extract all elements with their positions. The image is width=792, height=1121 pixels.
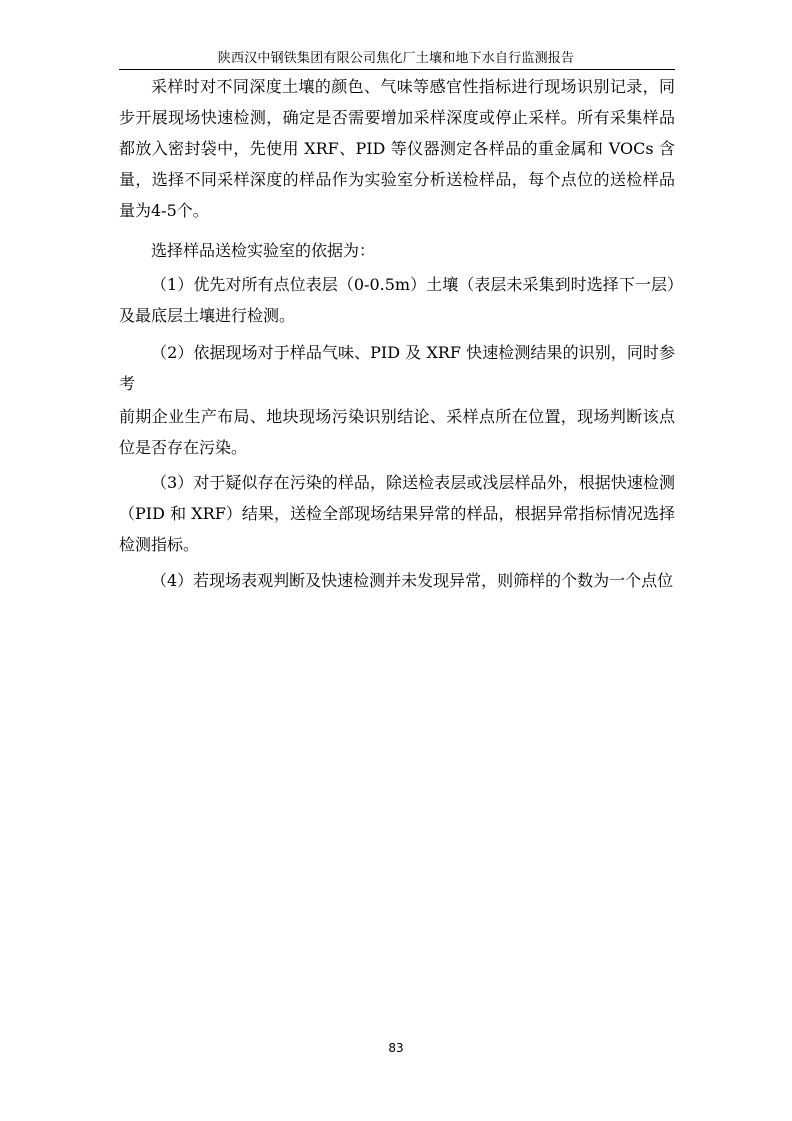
paragraph-criterion-4: （4）若现场表观判断及快速检测并未发现异常，则筛样的个数为一个点位 — [151, 571, 674, 590]
header-divider — [119, 69, 675, 70]
paragraph-criterion-2-continued: 前期企业生产布局、地块现场污染识别结论、采样点所在位置，现场判断该点位是否存在污染。 — [119, 407, 675, 457]
page-header: 陕西汉中钢铁集团有限公司焦化厂土壤和地下水自行监测报告 — [217, 51, 575, 66]
paragraph-selection-basis-intro: 选择样品送检实验室的依据为： — [151, 241, 376, 260]
paragraph-criterion-3: （3）对于疑似存在污染的样品，除送检表层或浅层样品外，根据快速检测（PID 和 XRF）结果，送检全部现场结果异常的样品，根据异常指标情况选择检测指标。 — [119, 473, 675, 554]
page-number: 83 — [388, 1041, 404, 1055]
paragraph-sampling-procedure: 采样时对不同深度土壤的颜色、气味等感官性指标进行现场识别记录，同步开展现场快速检测，确定是否需要增加采样深度或停止采样。所有采集样品都放入密封袋中，先使用 XRF、PID 等仪器测定各样品的重金属和 VOCs 含量，选择不同采样深度的样品作为实验室分析送检样品，每个点位的送检样品量为4-5个。 — [119, 77, 675, 220]
paragraph-criterion-1: （1）优先对所有点位表层（0-0.5m）土壤（表层未采集到时选择下一层）及最底层土壤进行检测。 — [119, 275, 675, 325]
paragraph-criterion-2: （2）依据现场对于样品气味、PID 及 XRF 快速检测结果的识别，同时参考 — [119, 343, 675, 393]
